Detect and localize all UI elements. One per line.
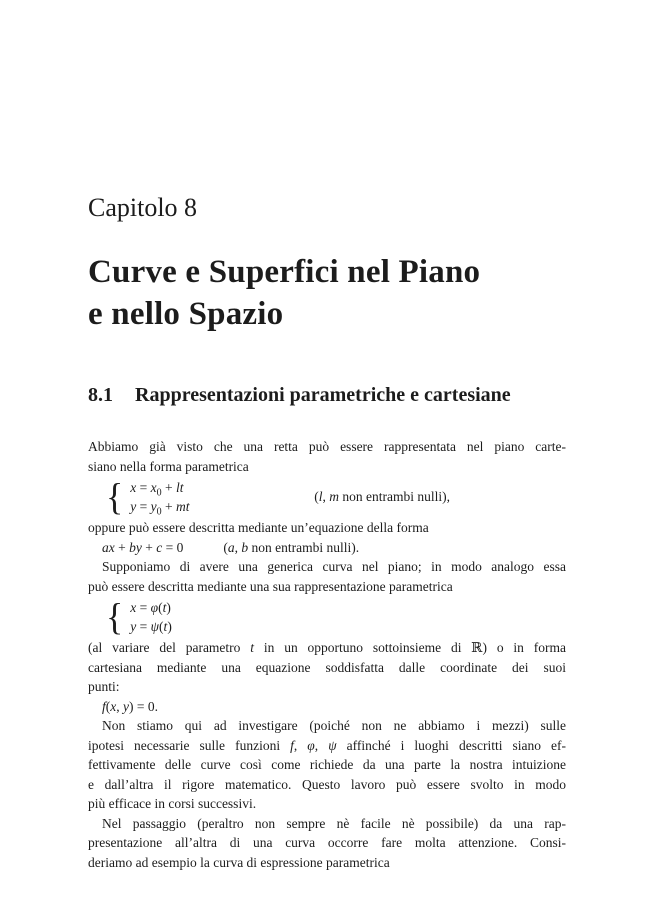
paragraph-line: più efficace in corsi successivi.: [88, 796, 257, 811]
equation: y = ψ(t): [130, 619, 172, 634]
paragraph-line: oppure può essere descritta mediante un’equazione della forma: [88, 520, 429, 535]
page-content: [88, 0, 566, 872]
paragraph-line: Abbiamo già visto che una retta può essere rappresentata nel piano carte-: [88, 439, 566, 454]
chapter-title-line-1: Curve e Superfici nel Piano: [88, 254, 481, 290]
chapter-title: [88, 251, 566, 335]
paragraph-line: Non stiamo qui ad investigare (poiché non ne abbiamo i mezzi) sulle: [102, 718, 566, 733]
paragraph-line: Supponiamo di avere una generica curva nel piano; in modo analogo essa: [102, 559, 566, 574]
body-text: [88, 437, 566, 872]
equation-system-parametric-line: [88, 477, 566, 517]
paragraph-line: deriamo ad esempio la curva di espressione parametrica: [88, 854, 390, 870]
section-heading: [88, 382, 566, 408]
equation: $x = x_0$ + lt: [130, 479, 184, 499]
paragraph-line: punti:: [88, 679, 120, 694]
equation: f(x, y) = 0.: [102, 698, 158, 714]
equation: x = φ(t): [130, 599, 171, 615]
paragraph-line: siano nella forma parametrica: [88, 458, 249, 474]
paragraph-line: cartesiana mediante una equazione soddisfatta dalle coordinate dei suoi: [88, 659, 566, 675]
system-equations: [130, 478, 226, 517]
paragraph-line: Nel passaggio (peraltro non sempre nè facile nè possibile) da una rap-: [102, 815, 566, 831]
chapter-title-line-2: e nello Spazio: [88, 296, 284, 332]
paragraph-line: e dall’altra il rigore matematico. Questo lavoro può essere svolto in modo: [88, 776, 566, 792]
chapter-label: Capitolo 8: [88, 193, 198, 222]
paragraph-line: ipotesi necessarie sulle funzioni f, φ, ψ affinché i luoghi descritti siano ef-: [88, 737, 567, 753]
equation-implicit: [88, 697, 566, 717]
equation: ax + by + c = 0: [102, 539, 184, 555]
system-equations: [130, 598, 172, 637]
equation-note: (l, m non entrambi nulli),: [314, 489, 451, 505]
equation-note: (a, b non entrambi nulli).: [223, 539, 360, 555]
paragraph-line: fettivamente delle curve così come richiede da una parte la nostra intuizione: [88, 757, 566, 772]
paragraph-line: può essere descritta mediante una sua rappresentazione parametrica: [88, 578, 453, 594]
equation-system-parametric-curve: [88, 597, 566, 637]
paragraph-line: presentazione all’altra di una curva occorre fare molta attenzione. Consi-: [88, 835, 566, 850]
paragraph-line: (al variare del parametro t in un opportuno sottoinsieme di ℝ) o in forma: [88, 640, 566, 655]
section-number: 8.1: [88, 384, 113, 406]
equation: $y = y_0$ + mt: [130, 499, 190, 518]
equation-cartesian-line: [88, 538, 566, 558]
section-title: Rappresentazioni parametriche e cartesiane: [135, 384, 511, 406]
left-brace: {: [106, 596, 124, 638]
left-brace: {: [106, 476, 124, 518]
